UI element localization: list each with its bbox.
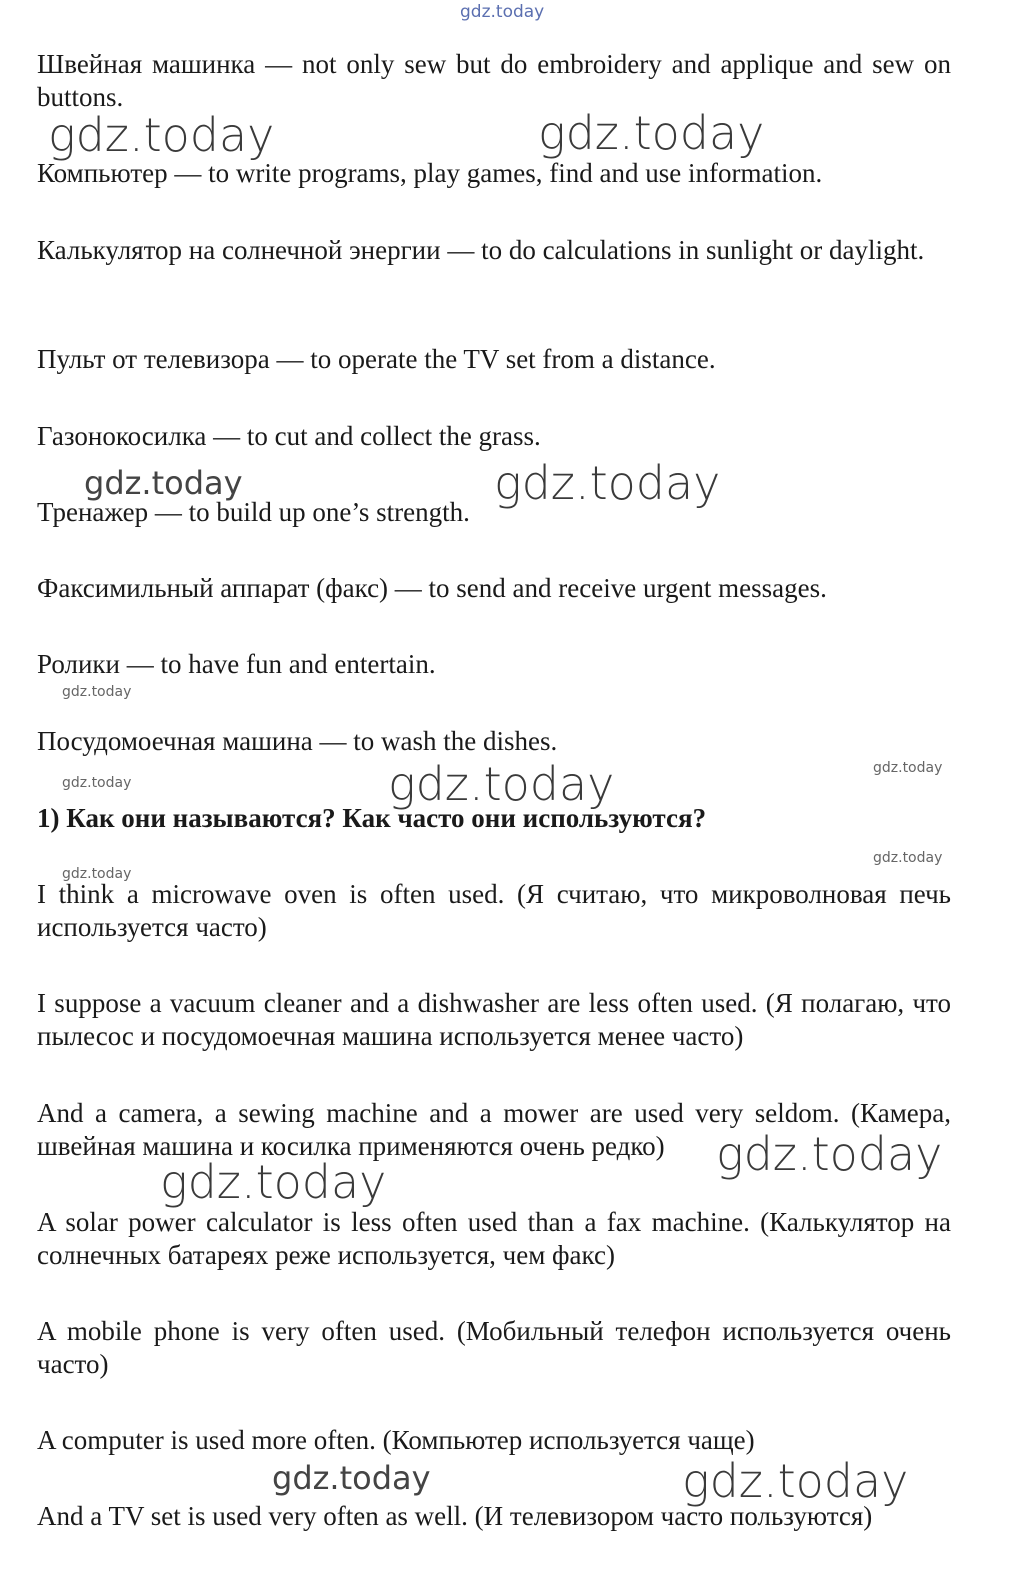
paragraph-fax: Факсимильный аппарат (факс) — to send and receive urgent messages. (37, 573, 827, 603)
watermark: gdz.today (84, 464, 243, 502)
answer-computer: A computer is used more often. (Компьютер используется чаще) (37, 1425, 755, 1455)
watermark: gdz.today (160, 1155, 387, 1209)
answer-tv-set: And a TV set is used very often as well. (И телевизором часто пользуются) (37, 1501, 873, 1531)
watermark: gdz.today (716, 1127, 943, 1181)
paragraph-mower: Газонокосилка — to cut and collect the grass. (37, 421, 541, 451)
answer-vacuum-cleaner: I suppose a vacuum cleaner and a dishwasher are less often used. (Я полагаю, что пылесос и посудомоечная машина используется менее часто) (37, 988, 951, 1051)
watermark: gdz.today (272, 1459, 431, 1497)
paragraph-dishwasher: Посудомоечная машина — to wash the dishes. (37, 726, 558, 756)
section-heading: 1) Как они называются? Как часто они используются? (37, 803, 707, 833)
watermark-top: gdz.today (460, 2, 545, 22)
paragraph-exercise-machine: Тренажер — to build up one’s strength. (37, 497, 470, 527)
watermark: gdz.today (494, 456, 721, 510)
watermark: gdz.today (682, 1454, 909, 1508)
watermark: gdz.today (62, 684, 132, 700)
watermark: gdz.today (873, 760, 943, 776)
answer-camera: And a camera, a sewing machine and a mower are used very seldom. (Камера, швейная машина и косилка применяются очень редко) (37, 1098, 951, 1161)
paragraph-tv-remote: Пульт от телевизора — to operate the TV set from a distance. (37, 344, 716, 374)
watermark: gdz.today (388, 757, 615, 811)
watermark: gdz.today (48, 108, 275, 162)
watermark: gdz.today (873, 850, 943, 866)
answer-microwave: I think a microwave oven is often used. (Я считаю, что микроволновая печь используется часто) (37, 879, 951, 942)
paragraph-solar-calculator: Калькулятор на солнечной энергии — to do calculations in sunlight or daylight. (37, 235, 925, 265)
paragraph-rollers: Ролики — to have fun and entertain. (37, 649, 436, 679)
paragraph-sewing-machine: Швейная машинка — not only sew but do embroidery and applique and sew on buttons. (37, 49, 951, 112)
answer-mobile-phone: A mobile phone is very often used. (Мобильный телефон используется очень часто) (37, 1316, 951, 1379)
watermark: gdz.today (62, 775, 132, 791)
watermark: gdz.today (62, 866, 132, 882)
answer-solar-calculator: A solar power calculator is less often used than a fax machine. (Калькулятор на солнечных батареях реже используется, чем факс) (37, 1207, 951, 1270)
watermark: gdz.today (538, 106, 765, 160)
paragraph-computer: Компьютер — to write programs, play games, find and use information. (37, 158, 823, 188)
